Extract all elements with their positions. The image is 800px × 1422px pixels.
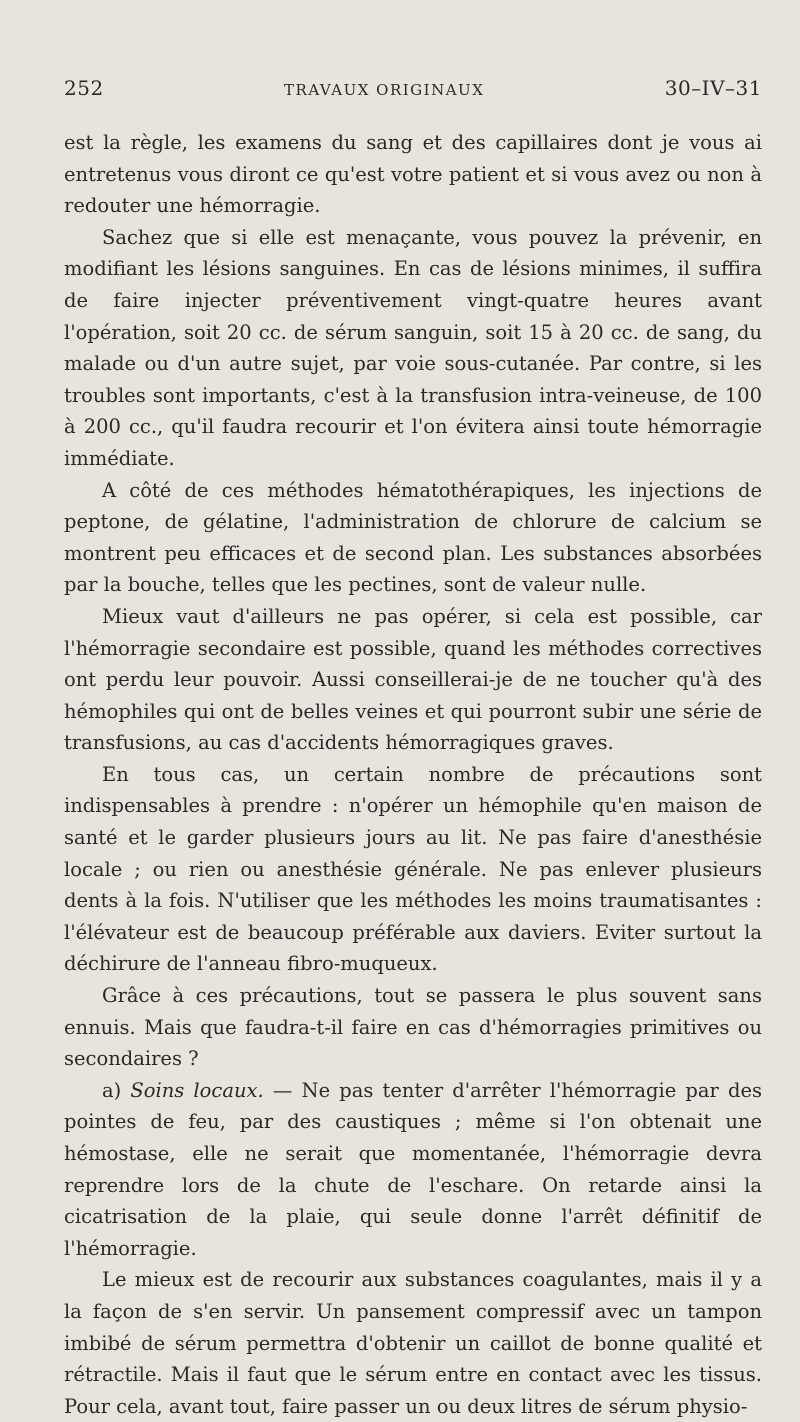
paragraph: est la règle, les examens du sang et des capillaires dont je vous ai entretenus vous diront ce qu'est votre patient et si vous avez ou non à redouter une hémorragie.	[64, 131, 762, 218]
paragraph: Mieux vaut d'ailleurs ne pas opérer, si cela est possible, car l'hémorragie secondaire est possible, quand les méthodes correctives ont perdu leur pouvoir. Aussi conseillerai-je de ne toucher qu'à des hémophiles qui ont de belles veines et qui pourront subir une série de transfusions, au cas d'accidents hémorragiques graves.	[64, 604, 762, 755]
paragraph-text: — Ne pas tenter d'arrêter l'hémorragie par des pointes de feu, par des caustiques ; même si l'on obtenait une hémostase, elle ne serait que momentanée, l'hémorragie devra reprendre lors de la chute de l'eschare. On retarde ainsi la cicatrisation de la plaie, qui seule donne l'arrêt définitif de l'hémorragie.	[64, 1078, 762, 1260]
page-number: 252	[64, 76, 104, 100]
paragraph-soins-locaux	[64, 1075, 762, 1265]
paragraph: Sachez que si elle est menaçante, vous pouvez la prévenir, en modifiant les lésions sanguines. En cas de lésions minimes, il suffira de faire injecter préventivement vingt-quatre heures avant l'opération, soit 20 cc. de sérum sanguin, soit 15 à 20 cc. de sang, du malade ou d'un autre sujet, par voie sous-cutanée. Par contre, si les troubles sont importants, c'est à la transfusion intra-veineuse, de 100 à 200 cc., qu'il faudra recourir et l'on évitera ainsi toute hémorragie immédiate.	[64, 225, 762, 470]
paragraph: A côté de ces méthodes hématothérapiques, les injections de peptone, de gélatine, l'administration de chlorure de calcium se montrent peu efficaces et de second plan. Les substances absorbées par la bouche, telles que les pectines, sont de valeur nulle.	[64, 478, 762, 597]
running-title: TRAVAUX ORIGINAUX	[284, 81, 485, 99]
page-header	[64, 76, 762, 100]
paragraph: Grâce à ces précautions, tout se passera le plus souvent sans ennuis. Mais que faudra-t-il faire en cas d'hémorragies primitives ou secondaires ?	[64, 984, 762, 1071]
body-text	[64, 127, 762, 1422]
section-heading: Soins locaux.	[130, 1078, 264, 1102]
issue-date: 30–IV–31	[664, 76, 762, 100]
list-marker: a)	[102, 1078, 131, 1102]
paragraph: En tous cas, un certain nombre de précautions sont indispensables à prendre : n'opérer un hémophile qu'en maison de santé et le garder plusieurs jours au lit. Ne pas faire d'anesthésie locale ; ou rien ou anesthésie générale. Ne pas enlever plusieurs dents à la fois. N'utiliser que les méthodes les moins traumatisantes : l'élévateur est de beaucoup préférable aux daviers. Eviter surtout la déchirure de l'anneau fibro-muqueux.	[64, 762, 762, 976]
paragraph: Le mieux est de recourir aux substances coagulantes, mais il y a la façon de s'en servir. Un pansement compressif avec un tampon imbibé de sérum permettra d'obtenir un caillot de bonne qualité et rétractile. Mais il faut que le sérum entre en contact avec les tissus. Pour cela, avant tout, faire passer un ou deux litres de sérum physio-	[64, 1268, 762, 1418]
